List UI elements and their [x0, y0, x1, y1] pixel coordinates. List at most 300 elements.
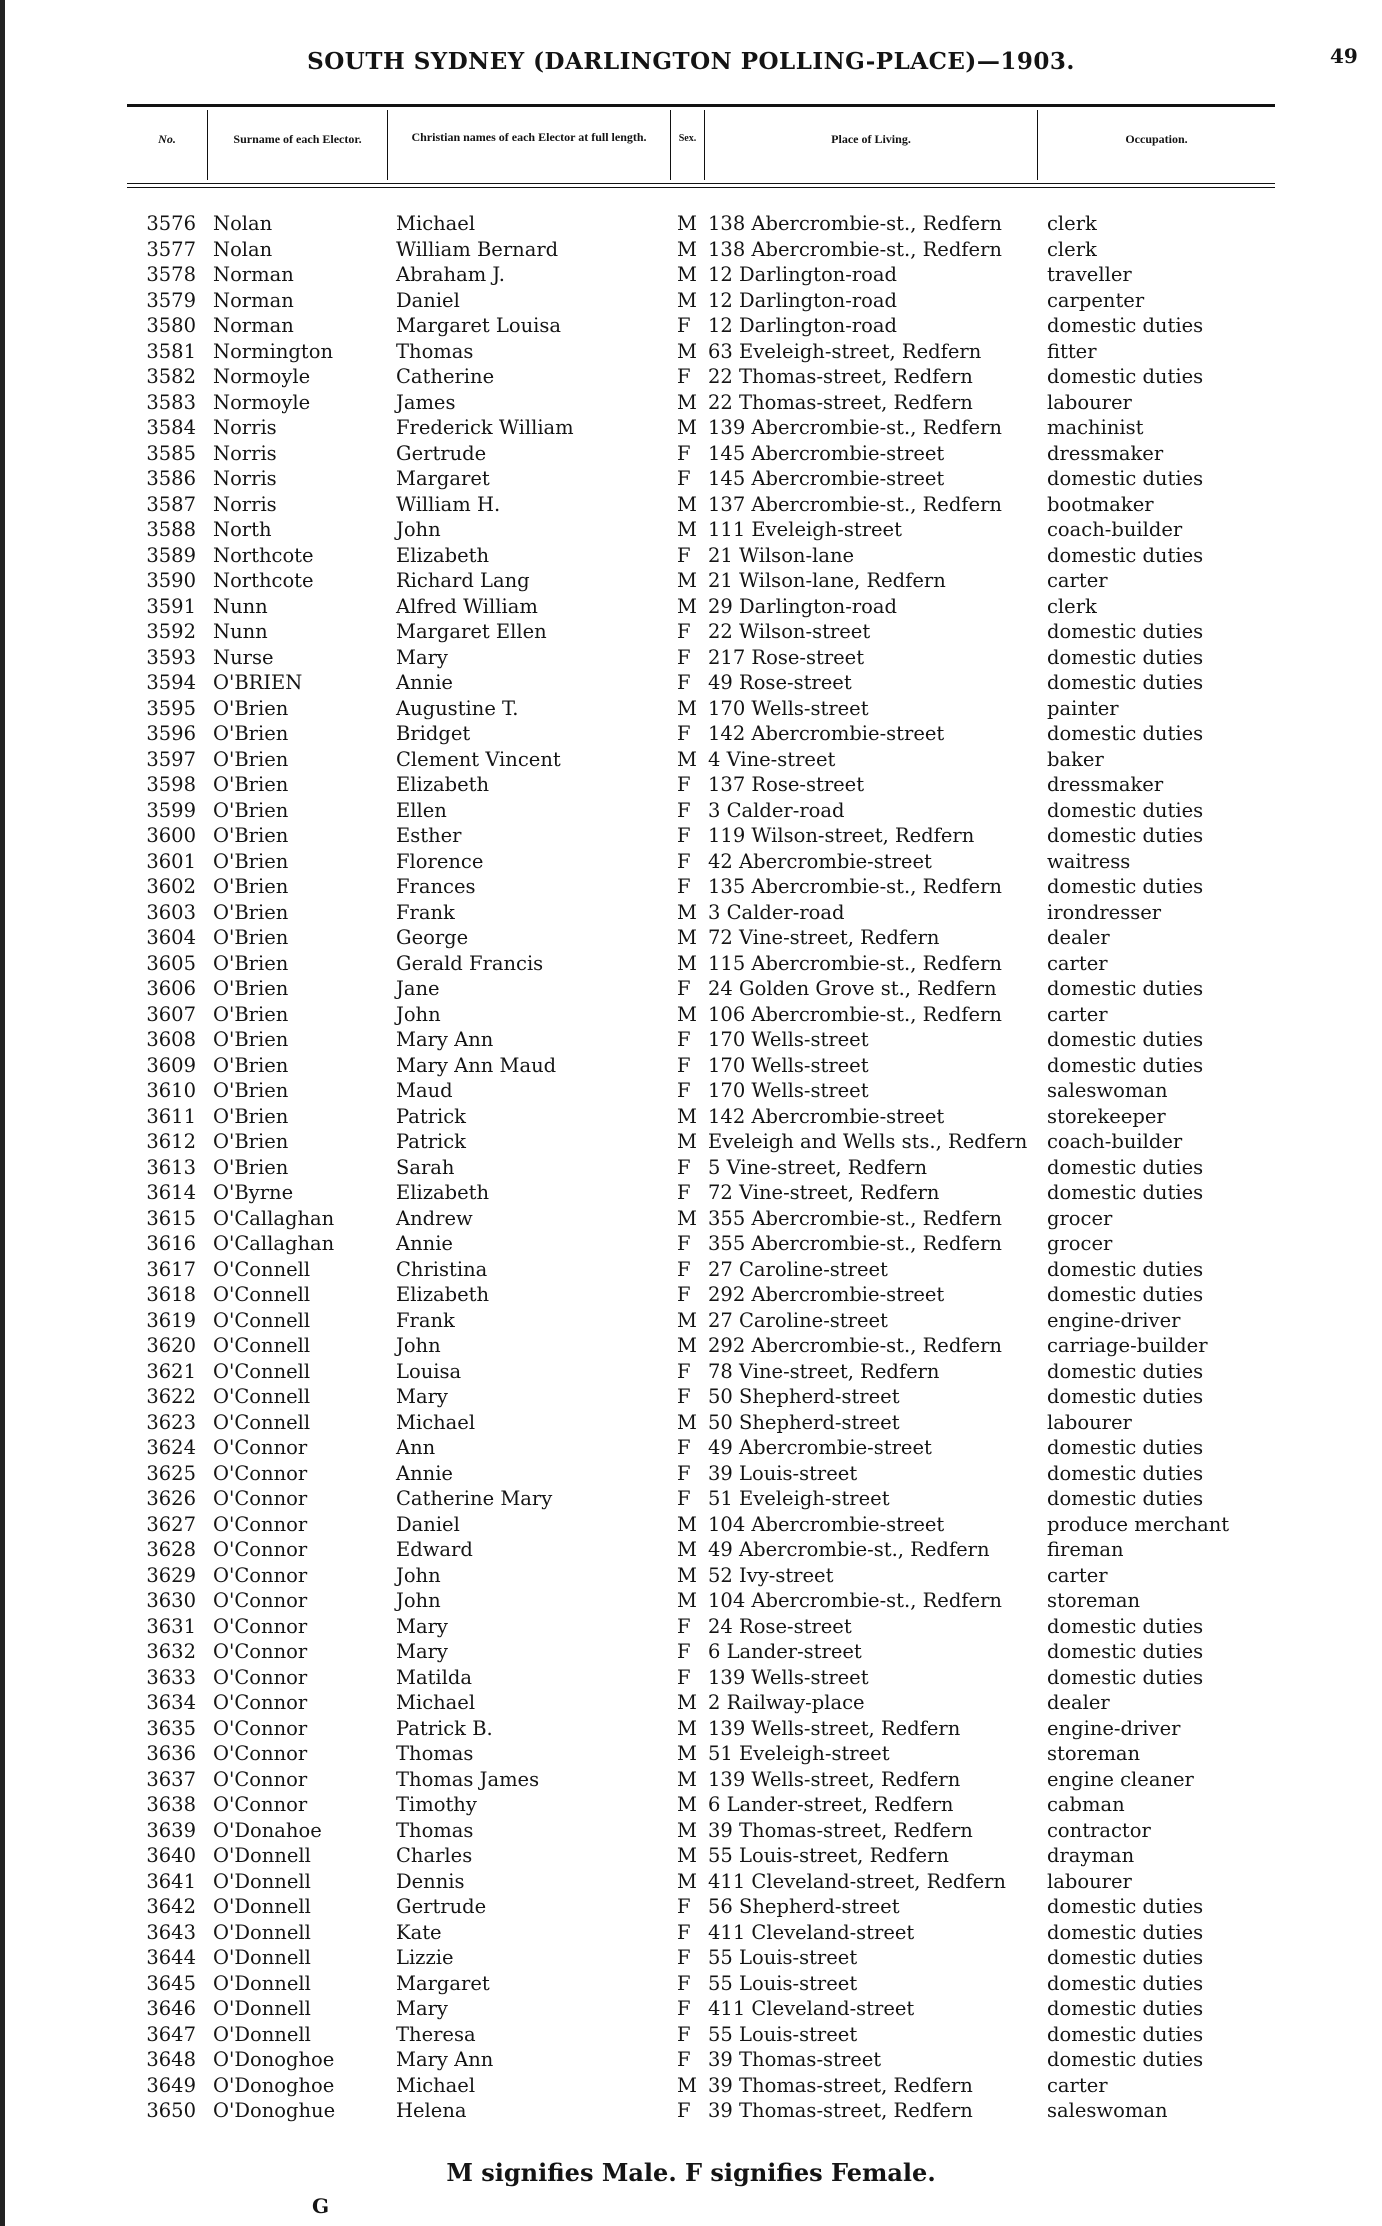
elector-christian-names: Augustine T.: [396, 696, 519, 720]
elector-sex: M: [677, 492, 697, 516]
elector-surname: Norman: [213, 288, 294, 312]
elector-surname: O'Brien: [213, 926, 289, 949]
elector-sex: M: [677, 1869, 697, 1893]
elector-christian-names: William H.: [396, 492, 501, 516]
elector-surname: Norman: [213, 263, 294, 286]
elector-occupation: engine-driver: [1047, 1308, 1181, 1332]
table-row: [0, 1053, 1382, 1079]
elector-sex: M: [677, 263, 697, 286]
elector-surname: Nolan: [213, 237, 273, 261]
elector-place-of-living: 104 Abercrombie-st., Redfern: [708, 1589, 1002, 1612]
elector-surname: O'Donoghoe: [213, 2048, 335, 2071]
elector-number: 3623: [146, 1410, 196, 1434]
table-row: [0, 1410, 1382, 1436]
elector-christian-names: Annie: [396, 1232, 453, 1255]
elector-surname: Nunn: [213, 594, 268, 618]
table-row: [0, 364, 1382, 390]
elector-sex: F: [677, 1385, 691, 1408]
elector-surname: O'Connell: [213, 1257, 311, 1281]
elector-surname: O'Brien: [213, 722, 289, 745]
elector-christian-names: Gertrude: [396, 441, 487, 465]
elector-surname: Norman: [213, 314, 294, 337]
elector-surname: O'Byrne: [213, 1181, 294, 1204]
table-row: [0, 1155, 1382, 1181]
elector-number: 3583: [146, 390, 196, 414]
elector-sex: M: [677, 1538, 697, 1561]
elector-occupation: domestic duties: [1047, 620, 1204, 643]
elector-sex: F: [677, 365, 691, 388]
elector-christian-names: Timothy: [396, 1793, 477, 1816]
elector-occupation: clerk: [1047, 594, 1097, 618]
elector-place-of-living: 56 Shepherd-street: [708, 1895, 900, 1918]
elector-sex: M: [677, 1589, 697, 1612]
elector-occupation: painter: [1047, 696, 1119, 720]
elector-occupation: grocer: [1047, 1206, 1113, 1230]
table-row: [0, 390, 1382, 416]
table-row: [0, 313, 1382, 339]
elector-christian-names: Sarah: [396, 1155, 455, 1179]
elector-surname: O'BRIEN: [213, 671, 303, 694]
elector-number: 3591: [146, 594, 196, 618]
elector-sex: M: [677, 1334, 697, 1357]
elector-place-of-living: 22 Thomas-street, Redfern: [708, 365, 973, 388]
elector-christian-names: Mary: [396, 1614, 448, 1638]
elector-surname: O'Connell: [213, 1385, 311, 1408]
table-row: [0, 1665, 1382, 1691]
elector-place-of-living: 51 Eveleigh-street: [708, 1487, 890, 1510]
elector-number: 3638: [146, 1793, 196, 1816]
elector-occupation: fitter: [1047, 339, 1097, 363]
table-row: [0, 849, 1382, 875]
elector-occupation: baker: [1047, 747, 1104, 771]
elector-number: 3612: [146, 1130, 196, 1153]
elector-surname: O'Donnell: [213, 1997, 311, 2020]
elector-number: 3640: [146, 1844, 196, 1867]
elector-number: 3632: [146, 1640, 196, 1663]
elector-sex: M: [677, 926, 697, 949]
elector-surname: O'Brien: [213, 1079, 289, 1102]
elector-occupation: labourer: [1047, 1869, 1132, 1893]
elector-occupation: carter: [1047, 2073, 1108, 2097]
elector-occupation: carter: [1047, 1002, 1108, 1026]
elector-place-of-living: 145 Abercrombie-street: [708, 467, 945, 490]
elector-number: 3581: [146, 339, 196, 363]
elector-christian-names: Mary: [396, 1385, 448, 1408]
elector-surname: O'Brien: [213, 977, 289, 1000]
elector-surname: Nurse: [213, 645, 274, 669]
elector-sex: M: [677, 390, 697, 414]
elector-sex: F: [677, 1028, 691, 1051]
elector-place-of-living: 170 Wells-street: [708, 1079, 869, 1102]
elector-number: 3600: [146, 824, 196, 847]
elector-sex: F: [677, 1079, 691, 1102]
elector-number: 3646: [146, 1997, 196, 2020]
elector-place-of-living: 4 Vine-street: [708, 747, 836, 771]
elector-sex: F: [677, 645, 691, 669]
elector-sex: M: [677, 951, 697, 975]
elector-christian-names: Louisa: [396, 1359, 462, 1383]
elector-place-of-living: 142 Abercrombie-street: [708, 722, 945, 745]
elector-place-of-living: 22 Wilson-street: [708, 620, 871, 643]
table-row: [0, 798, 1382, 824]
sex-legend: M signifies Male. F signifies Female.: [446, 2158, 936, 2187]
elector-sex: M: [677, 2073, 697, 2097]
elector-place-of-living: 50 Shepherd-street: [708, 1410, 900, 1434]
elector-place-of-living: 49 Abercrombie-st., Redfern: [708, 1538, 990, 1561]
table-row: [0, 1843, 1382, 1869]
elector-surname: O'Brien: [213, 951, 289, 975]
elector-occupation: engine-driver: [1047, 1716, 1181, 1740]
elector-sex: F: [677, 1946, 691, 1969]
elector-number: 3622: [146, 1385, 196, 1408]
elector-sex: M: [677, 594, 697, 618]
elector-place-of-living: 145 Abercrombie-street: [708, 441, 945, 465]
table-row: [0, 1384, 1382, 1410]
elector-occupation: saleswoman: [1047, 2099, 1168, 2122]
elector-place-of-living: 39 Thomas-street: [708, 2048, 882, 2071]
elector-occupation: saleswoman: [1047, 1079, 1168, 1102]
elector-sex: F: [677, 849, 691, 873]
elector-place-of-living: 39 Louis-street: [708, 1461, 858, 1485]
table-row: [0, 1818, 1382, 1844]
table-row: [0, 1767, 1382, 1793]
elector-place-of-living: 139 Wells-street: [708, 1665, 869, 1689]
elector-surname: O'Donnell: [213, 1971, 311, 1995]
elector-number: 3578: [146, 263, 196, 286]
elector-christian-names: Richard Lang: [396, 569, 530, 592]
elector-christian-names: Frederick William: [396, 416, 574, 439]
elector-place-of-living: 119 Wilson-street, Redfern: [708, 824, 975, 847]
elector-surname: O'Brien: [213, 773, 289, 796]
elector-christian-names: Catherine Mary: [396, 1487, 553, 1510]
elector-occupation: domestic duties: [1047, 1920, 1204, 1944]
table-row: [0, 1078, 1382, 1104]
elector-place-of-living: 170 Wells-street: [708, 696, 869, 720]
table-row: [0, 1002, 1382, 1028]
table-row: [0, 237, 1382, 263]
elector-number: 3611: [146, 1104, 196, 1128]
elector-place-of-living: 355 Abercrombie-st., Redfern: [708, 1232, 1002, 1255]
elector-number: 3616: [146, 1232, 196, 1255]
elector-occupation: labourer: [1047, 1410, 1132, 1434]
elector-surname: O'Connor: [213, 1665, 308, 1689]
table-row: [0, 568, 1382, 594]
elector-surname: Normington: [213, 339, 334, 363]
elector-number: 3639: [146, 1818, 196, 1842]
elector-sex: M: [677, 1742, 697, 1765]
elector-surname: O'Donnell: [213, 1946, 311, 1969]
elector-number: 3631: [146, 1614, 196, 1638]
elector-occupation: domestic duties: [1047, 1359, 1204, 1383]
elector-christian-names: Mary: [396, 1640, 448, 1663]
table-row: [0, 466, 1382, 492]
elector-occupation: storekeeper: [1047, 1104, 1166, 1128]
table-row: [0, 1206, 1382, 1232]
table-row: [0, 1486, 1382, 1512]
table-row: [0, 1792, 1382, 1818]
elector-christian-names: John: [396, 1589, 441, 1612]
elector-number: 3596: [146, 722, 196, 745]
table-row: [0, 619, 1382, 645]
elector-occupation: domestic duties: [1047, 645, 1204, 669]
elector-number: 3598: [146, 773, 196, 796]
elector-surname: Northcote: [213, 569, 314, 592]
elector-christian-names: Bridget: [396, 722, 471, 745]
elector-sex: F: [677, 722, 691, 745]
elector-surname: O'Connell: [213, 1334, 311, 1357]
elector-place-of-living: 355 Abercrombie-st., Redfern: [708, 1206, 1002, 1230]
elector-occupation: bootmaker: [1047, 492, 1154, 516]
elector-place-of-living: 29 Darlington-road: [708, 594, 898, 618]
elector-christian-names: Annie: [396, 671, 453, 694]
elector-sex: F: [677, 1053, 691, 1077]
elector-surname: O'Brien: [213, 1002, 289, 1026]
table-row: [0, 721, 1382, 747]
elector-place-of-living: 139 Abercrombie-st., Redfern: [708, 416, 1002, 439]
elector-surname: O'Brien: [213, 1028, 289, 1051]
elector-christian-names: Ann: [396, 1436, 436, 1459]
elector-christian-names: George: [396, 926, 469, 949]
elector-sex: F: [677, 1895, 691, 1918]
elector-number: 3637: [146, 1767, 196, 1791]
elector-number: 3579: [146, 288, 196, 312]
elector-surname: Norris: [213, 492, 277, 516]
elector-place-of-living: Eveleigh and Wells sts., Redfern: [708, 1130, 1028, 1153]
elector-occupation: machinist: [1047, 416, 1144, 439]
elector-surname: O'Connor: [213, 1563, 308, 1587]
elector-christian-names: Alfred William: [396, 594, 538, 618]
elector-occupation: carter: [1047, 951, 1108, 975]
elector-sex: F: [677, 798, 691, 822]
elector-place-of-living: 27 Caroline-street: [708, 1257, 888, 1281]
elector-sex: M: [677, 1767, 697, 1791]
elector-place-of-living: 55 Louis-street: [708, 1946, 858, 1969]
elector-place-of-living: 55 Louis-street, Redfern: [708, 1844, 949, 1867]
table-row: [0, 2047, 1382, 2073]
elector-number: 3589: [146, 543, 196, 567]
elector-christian-names: Thomas: [396, 1818, 474, 1842]
elector-occupation: carter: [1047, 1563, 1108, 1587]
table-row: [0, 1257, 1382, 1283]
elector-place-of-living: 49 Rose-street: [708, 671, 852, 694]
elector-number: 3580: [146, 314, 196, 337]
table-row: [0, 874, 1382, 900]
elector-place-of-living: 139 Wells-street, Redfern: [708, 1767, 961, 1791]
elector-number: 3599: [146, 798, 196, 822]
elector-place-of-living: 72 Vine-street, Redfern: [708, 926, 940, 949]
table-row: [0, 1027, 1382, 1053]
elector-place-of-living: 39 Thomas-street, Redfern: [708, 2099, 973, 2122]
elector-number: 3624: [146, 1436, 196, 1459]
table-row: [0, 747, 1382, 773]
elector-surname: O'Donoghue: [213, 2099, 336, 2122]
elector-christian-names: Michael: [396, 1410, 476, 1434]
elector-number: 3634: [146, 1691, 196, 1714]
elector-number: 3628: [146, 1538, 196, 1561]
elector-christian-names: Margaret Louisa: [396, 314, 562, 337]
table-row: [0, 543, 1382, 569]
elector-surname: Normoyle: [213, 365, 311, 388]
elector-occupation: domestic duties: [1047, 1946, 1204, 1969]
elector-christian-names: John: [396, 1002, 441, 1026]
table-row: [0, 1359, 1382, 1385]
table-row: [0, 1588, 1382, 1614]
table-row: [0, 288, 1382, 314]
elector-christian-names: Frank: [396, 1308, 455, 1332]
elector-christian-names: Mary: [396, 645, 448, 669]
elector-christian-names: Margaret Ellen: [396, 620, 547, 643]
elector-place-of-living: 138 Abercrombie-st., Redfern: [708, 237, 1002, 261]
elector-sex: M: [677, 1844, 697, 1867]
elector-occupation: labourer: [1047, 390, 1132, 414]
elector-occupation: carpenter: [1047, 288, 1145, 312]
elector-occupation: domestic duties: [1047, 1283, 1204, 1306]
elector-place-of-living: 411 Cleveland-street: [708, 1920, 915, 1944]
elector-occupation: domestic duties: [1047, 875, 1204, 898]
elector-christian-names: Gertrude: [396, 1895, 487, 1918]
elector-place-of-living: 55 Louis-street: [708, 1971, 858, 1995]
elector-sex: M: [677, 1691, 697, 1714]
elector-surname: O'Donnell: [213, 1844, 311, 1867]
elector-place-of-living: 3 Calder-road: [708, 900, 845, 924]
elector-surname: O'Connor: [213, 1742, 308, 1765]
table-row: [0, 1639, 1382, 1665]
elector-number: 3618: [146, 1283, 196, 1306]
elector-surname: O'Brien: [213, 696, 289, 720]
elector-sex: F: [677, 1181, 691, 1204]
elector-number: 3620: [146, 1334, 196, 1357]
elector-place-of-living: 217 Rose-street: [708, 645, 865, 669]
table-row: [0, 1231, 1382, 1257]
elector-occupation: carter: [1047, 569, 1108, 592]
elector-sex: F: [677, 1155, 691, 1179]
elector-christian-names: Patrick: [396, 1130, 467, 1153]
elector-surname: O'Connor: [213, 1538, 308, 1561]
elector-number: 3602: [146, 875, 196, 898]
elector-occupation: drayman: [1047, 1844, 1135, 1867]
elector-christian-names: Matilda: [396, 1665, 473, 1689]
elector-christian-names: Charles: [396, 1844, 473, 1867]
header-bottom-rule: [127, 183, 1275, 184]
elector-place-of-living: 411 Cleveland-street, Redfern: [708, 1869, 1006, 1893]
elector-christian-names: Daniel: [396, 288, 460, 312]
elector-surname: O'Connor: [213, 1512, 308, 1536]
table-row: [0, 900, 1382, 926]
elector-occupation: domestic duties: [1047, 1614, 1204, 1638]
elector-surname: O'Connell: [213, 1283, 311, 1306]
elector-list: [0, 211, 1382, 2124]
elector-sex: F: [677, 1665, 691, 1689]
elector-christian-names: Edward: [396, 1538, 473, 1561]
header-bottom-rule-double: [127, 187, 1275, 188]
elector-surname: O'Connor: [213, 1487, 308, 1510]
table-row: [0, 1563, 1382, 1589]
elector-sex: F: [677, 441, 691, 465]
elector-surname: O'Connell: [213, 1359, 311, 1383]
elector-place-of-living: 78 Vine-street, Redfern: [708, 1359, 940, 1383]
elector-occupation: carriage-builder: [1047, 1334, 1208, 1357]
elector-number: 3592: [146, 620, 196, 643]
table-row: [0, 976, 1382, 1002]
table-row: [0, 2098, 1382, 2124]
elector-number: 3617: [146, 1257, 196, 1281]
elector-occupation: domestic duties: [1047, 1895, 1204, 1918]
column-header-number: No.: [158, 132, 176, 146]
elector-place-of-living: 411 Cleveland-street: [708, 1997, 915, 2020]
elector-surname: Nunn: [213, 620, 268, 643]
elector-surname: O'Callaghan: [213, 1206, 335, 1230]
elector-place-of-living: 170 Wells-street: [708, 1053, 869, 1077]
elector-number: 3606: [146, 977, 196, 1000]
elector-sex: F: [677, 1920, 691, 1944]
table-row: [0, 1333, 1382, 1359]
elector-number: 3633: [146, 1665, 196, 1689]
elector-sex: M: [677, 1818, 697, 1842]
elector-sex: M: [677, 416, 697, 439]
elector-christian-names: John: [396, 1334, 441, 1357]
elector-occupation: domestic duties: [1047, 1971, 1204, 1995]
elector-christian-names: Elizabeth: [396, 543, 490, 567]
elector-place-of-living: 50 Shepherd-street: [708, 1385, 900, 1408]
elector-sex: M: [677, 1793, 697, 1816]
elector-surname: O'Brien: [213, 1053, 289, 1077]
table-row: [0, 1690, 1382, 1716]
elector-sex: M: [677, 900, 697, 924]
table-row: [0, 696, 1382, 722]
elector-occupation: domestic duties: [1047, 1257, 1204, 1281]
elector-christian-names: Margaret: [396, 1971, 490, 1995]
elector-christian-names: Gerald Francis: [396, 951, 544, 975]
elector-place-of-living: 49 Abercrombie-street: [708, 1436, 932, 1459]
elector-occupation: domestic duties: [1047, 1053, 1204, 1077]
elector-surname: Northcote: [213, 543, 314, 567]
elector-sex: F: [677, 620, 691, 643]
elector-number: 3593: [146, 645, 196, 669]
elector-sex: F: [677, 1614, 691, 1638]
elector-christian-names: William Bernard: [396, 237, 559, 261]
elector-occupation: waitress: [1047, 849, 1131, 873]
elector-occupation: contractor: [1047, 1818, 1151, 1842]
elector-sex: F: [677, 1997, 691, 2020]
elector-place-of-living: 55 Louis-street: [708, 2022, 858, 2046]
elector-christian-names: John: [396, 518, 441, 541]
elector-occupation: coach-builder: [1047, 518, 1183, 541]
elector-sex: M: [677, 1308, 697, 1332]
elector-number: 3595: [146, 696, 196, 720]
elector-number: 3584: [146, 416, 196, 439]
elector-occupation: domestic duties: [1047, 1028, 1204, 1051]
elector-place-of-living: 12 Darlington-road: [708, 314, 898, 337]
elector-number: 3647: [146, 2022, 196, 2046]
elector-number: 3649: [146, 2073, 196, 2097]
elector-sex: M: [677, 1206, 697, 1230]
elector-surname: O'Brien: [213, 1130, 289, 1153]
elector-surname: O'Connell: [213, 1308, 311, 1332]
elector-occupation: coach-builder: [1047, 1130, 1183, 1153]
elector-sex: F: [677, 2099, 691, 2122]
elector-surname: O'Brien: [213, 1104, 289, 1128]
table-row: [0, 517, 1382, 543]
elector-occupation: clerk: [1047, 237, 1097, 261]
elector-sex: M: [677, 1002, 697, 1026]
elector-place-of-living: 142 Abercrombie-street: [708, 1104, 945, 1128]
elector-surname: O'Connor: [213, 1691, 308, 1714]
elector-surname: O'Donnell: [213, 1895, 311, 1918]
elector-occupation: storeman: [1047, 1742, 1141, 1765]
elector-occupation: domestic duties: [1047, 1181, 1204, 1204]
elector-occupation: irondresser: [1047, 900, 1162, 924]
elector-occupation: domestic duties: [1047, 2022, 1204, 2046]
